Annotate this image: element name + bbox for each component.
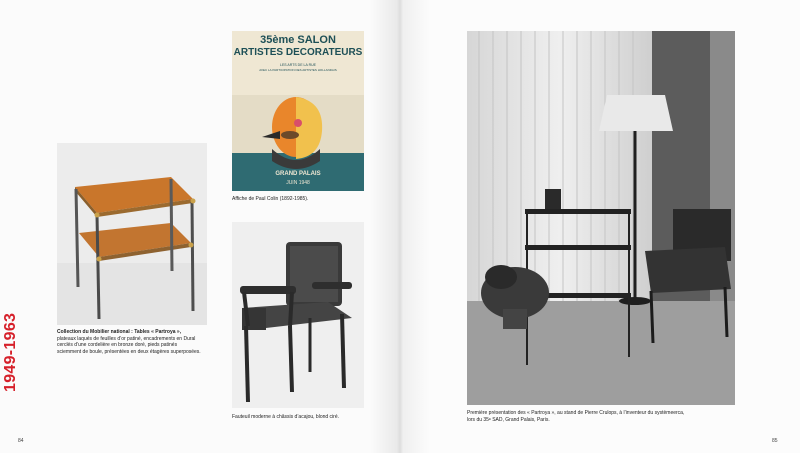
poster-line2: ARTISTES DECORATEURS <box>233 47 363 58</box>
table-caption-line: plateaux laqués de feuilles d’or patiné, encadrements en Dural <box>57 335 196 342</box>
left-page-number: 84 <box>18 438 24 444</box>
table-caption-line: sciemment de boule, présentées en deux étagères superposées. <box>57 348 201 355</box>
table-caption-line: cerclés d’une cordelière en bronze doré, pieds patinés <box>57 342 178 348</box>
room-caption-line: Première présentation des « Partroya », au stand de Pierre Crulops, à l’inventeur du systèmeerca, <box>467 410 685 416</box>
poster-line3: LES ARTS DE LA RUE <box>280 63 316 67</box>
chair-caption: Fauteuil moderne à châssis d’acajou, blond ciré. <box>232 414 340 420</box>
right-page-number: 85 <box>772 438 778 444</box>
room-photo <box>467 31 735 405</box>
poster-line4: AVEC LA PARTICIPATION DES ARTISTES HOLLANDAIS <box>259 68 337 72</box>
room-caption <box>467 410 767 423</box>
table-photo <box>57 143 207 325</box>
table-caption-line: Collection du Mobilier national : Tables « Partroya », <box>57 329 182 335</box>
poster-footer1: GRAND PALAIS <box>275 171 321 177</box>
table-caption <box>57 329 217 355</box>
room-caption-line: lors du 35ᵉ SAD, Grand Palais, Paris. <box>467 416 550 423</box>
chair-photo <box>232 222 364 408</box>
poster-footer2: JUIN 1948 <box>286 180 310 186</box>
poster-line1: 35ème SALON <box>260 34 336 46</box>
salon-poster <box>232 31 364 191</box>
gutter-shadow <box>370 0 430 453</box>
poster-caption: Affiche de Paul Colin (1892-1985). <box>232 196 309 202</box>
years-tab: 1949-1963 <box>2 312 19 392</box>
